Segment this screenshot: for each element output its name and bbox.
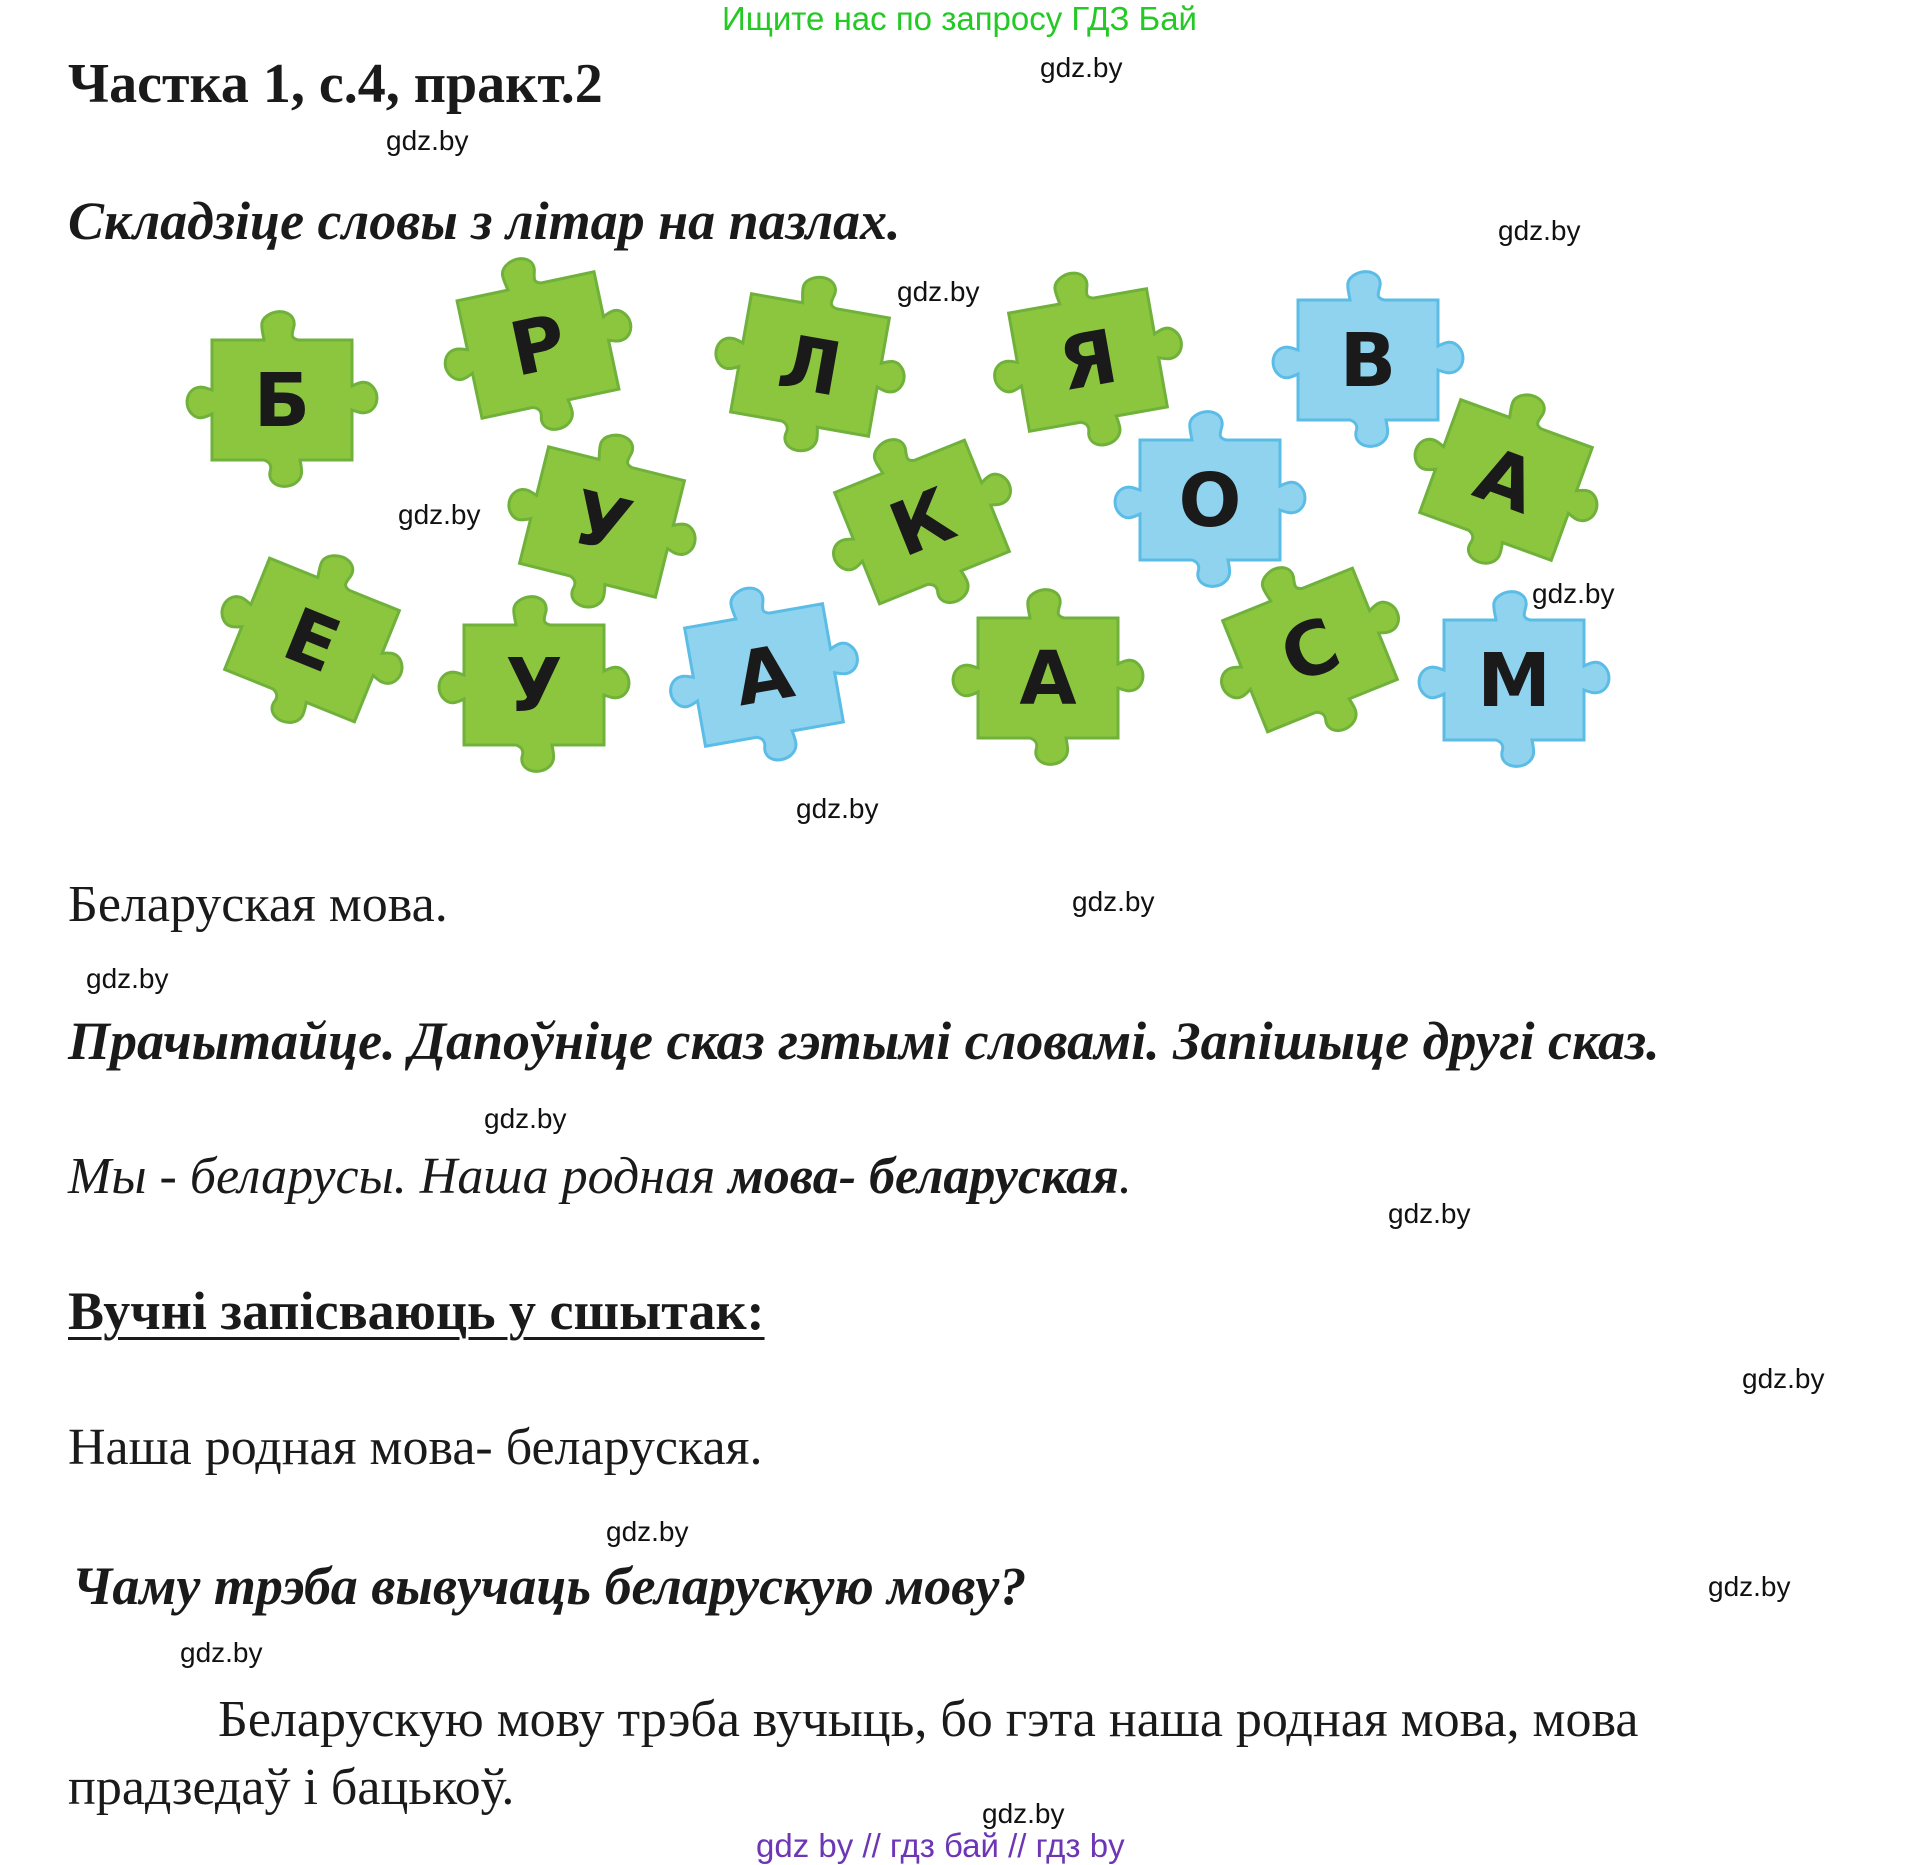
watermark: gdz.by	[1072, 886, 1155, 917]
puzzle-piece	[439, 597, 629, 772]
puzzle-piece	[192, 523, 433, 756]
puzzle-piece	[1419, 592, 1609, 767]
puzzle-piece	[655, 572, 872, 777]
notebook-heading: Вучні запісваюць у сшытак:	[68, 1281, 765, 1341]
puzzle-piece	[187, 312, 377, 487]
puzzle-letter: Я	[1052, 313, 1124, 409]
watermark: gdz.by	[86, 963, 169, 994]
watermark: gdz.by	[180, 1637, 263, 1668]
watermark: gdz.by	[1532, 578, 1615, 609]
puzzle-letter: А	[728, 628, 800, 724]
watermark: gdz.by	[398, 499, 481, 530]
watermark: gdz.by	[1040, 52, 1123, 83]
task-compose-words: Складзіце словы з літар на пазлах.	[68, 191, 901, 251]
puzzle-letter: М	[1477, 638, 1551, 724]
puzzle-letter: Е	[272, 591, 352, 691]
search-hint: Ищите нас по запросу ГДЗ Бай	[722, 0, 1197, 37]
puzzle-pieces-illustration	[0, 0, 1930, 800]
completed-sentences-end: .	[1118, 1148, 1132, 1205]
puzzle-piece	[1273, 272, 1463, 447]
puzzle-piece	[489, 413, 715, 628]
puzzle-letter: У	[505, 643, 563, 729]
puzzle-letter: В	[1339, 318, 1397, 404]
puzzle-letter: А	[1464, 430, 1548, 532]
watermark: gdz.by	[1498, 215, 1581, 246]
watermark: gdz.by	[606, 1516, 689, 1547]
puzzle-letter: Л	[772, 318, 848, 414]
puzzle-letter: А	[1019, 636, 1077, 722]
answer-paragraph: Беларускую мову трэба вучыць, бо гэта наша родная мова, мова прадзедаў і бацькоў.	[68, 1691, 1639, 1816]
task-question: Чаму трэба вывучаць беларускую мову?	[72, 1556, 1027, 1616]
answer-words: Беларуская мова.	[68, 876, 448, 933]
puzzle-piece	[427, 239, 649, 449]
puzzle-piece	[801, 405, 1042, 638]
notebook-sentence: Наша родная мова- беларуская.	[68, 1419, 763, 1476]
watermark: gdz.by	[982, 1798, 1065, 1829]
watermark: gdz.by	[1388, 1198, 1471, 1229]
puzzle-letter: У	[563, 474, 640, 572]
puzzle-piece	[953, 590, 1143, 765]
watermark: gdz.by	[386, 125, 469, 156]
completed-sentences-plain: Мы - беларусы. Наша родная	[68, 1148, 729, 1205]
watermark: gdz.by	[1708, 1571, 1791, 1602]
watermark: gdz.by	[484, 1103, 567, 1134]
puzzle-letter: Б	[253, 358, 311, 444]
completed-sentences	[68, 1147, 1132, 1206]
watermark: gdz.by	[897, 276, 980, 307]
puzzle-letter: К	[878, 471, 967, 575]
completed-sentences-bold: мова- беларуская	[728, 1148, 1119, 1205]
puzzle-letter: О	[1178, 458, 1242, 544]
puzzle-piece	[979, 257, 1196, 462]
footer-links: gdz by // гдз бай // гдз by	[756, 1827, 1125, 1864]
puzzle-letter: С	[1269, 600, 1352, 701]
puzzle-letter: Р	[502, 298, 574, 394]
puzzle-piece	[1115, 412, 1305, 587]
watermark: gdz.by	[1742, 1363, 1825, 1394]
page-title: Частка 1, с.4, практ.2	[68, 53, 603, 115]
task-read-complete: Прачытайце. Дапоўніце сказ гэтымі словамі. Запішыце другі сказ.	[68, 1011, 1660, 1071]
puzzle-piece	[702, 262, 919, 467]
watermark: gdz.by	[796, 793, 879, 824]
